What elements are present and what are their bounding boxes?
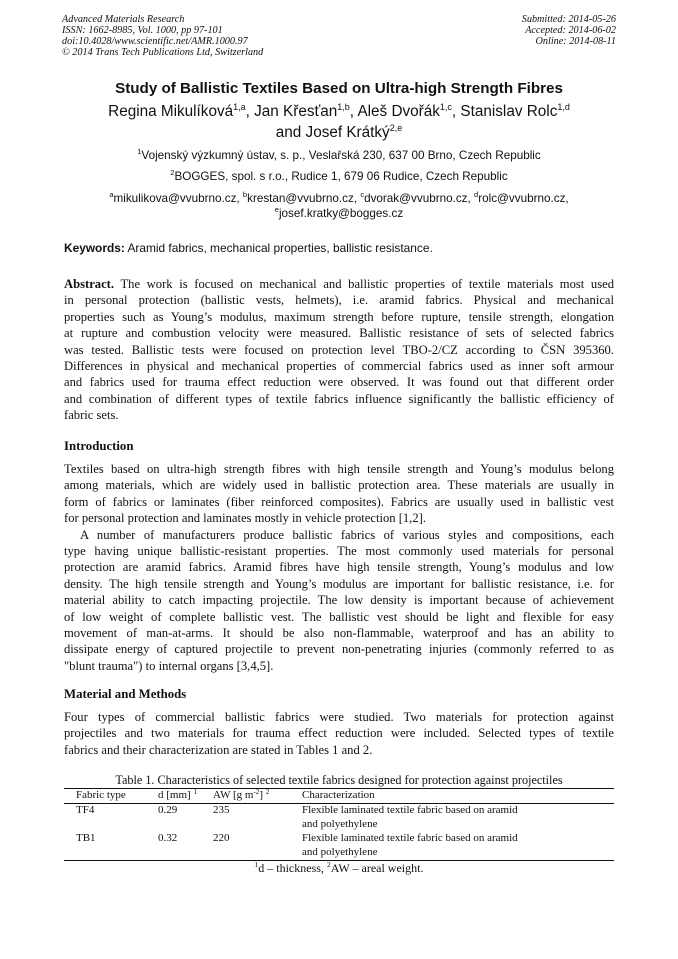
paragraph-line: "blunt trauma") to internal organs [3,4,5]. (64, 658, 274, 673)
header-sup: 1 (193, 788, 197, 796)
affiliation-2 (0, 170, 678, 183)
abstract-line (64, 276, 614, 292)
abstract-line: in personal protection (ballistic vests, helmets), i.e. aramid fabrics. Physical and mechanical (64, 293, 614, 308)
author-name: Stanislav Rolc (460, 103, 558, 120)
paragraph-line: among materials, which are widely used in ballistic protection area. These materials are usually in (64, 478, 614, 493)
table-header-type: Fabric type (76, 789, 126, 801)
author-separator: , (245, 103, 255, 120)
abstract-line: Differences in physical and mechanical properties of commercial fabrics used as inner soft armour (64, 358, 614, 373)
author-and: and (275, 124, 302, 141)
paragraph-line: Four types of commercial ballistic fabrics were studied. Two materials for protection against (64, 710, 614, 724)
cell-line: Flexible laminated textile fabric based on aramid (302, 804, 518, 816)
paragraph-line: density. The high tensile strength and Young’s modulus are important for ballistic resistance, i.e. for (64, 576, 614, 591)
copyright-line: © 2014 Trans Tech Publications Ltd, Switzerland (62, 47, 264, 58)
paragraph-line: form of fabrics or laminates (fiber reinforced composites). Fabrics are usually used in ballistic vest (64, 494, 614, 509)
affiliation-text: Vojenský výzkumný ústav, s. p., Veslařská 230, 637 00 Brno, Czech Republic (141, 149, 541, 162)
author-affil-sup: 1,a (233, 102, 246, 112)
abstract-line: and combination of different types of textile fabrics influence significantly the ballistic efficiency of (64, 391, 614, 406)
paragraph-line: dissipate energy of captured projectile to prevent non-penetrating injuries (commonly referred to as (64, 642, 614, 657)
paragraph-line: fabrics and their characterization are stated in Tables 1 and 2. (64, 742, 373, 757)
abstract-line: fabric sets. (64, 408, 119, 423)
author-affil-sup: 1,c (439, 102, 452, 112)
doi-line: doi:10.4028/www.scientific.net/AMR.1000.97 (62, 36, 248, 47)
email-link[interactable]: krestan@vvubrno.cz (247, 192, 354, 205)
paragraph-line: A number of manufacturers produce ballistic fabrics of various styles and compositions, each (80, 527, 614, 542)
submitted-date: Submitted: 2014-05-26 (521, 14, 616, 25)
intro-paragraph-2 (64, 527, 614, 675)
table-cell-characterization (302, 832, 518, 859)
table-cell-characterization (302, 804, 518, 831)
journal-name: Advanced Materials Research (62, 14, 185, 25)
paragraph-line: type having unique ballistic-resistant properties. The most commonly used materials for personal (64, 543, 614, 558)
table-cell-thickness: 0.32 (158, 832, 178, 844)
paragraph-line: protection are aramid fabrics. Aramid fibres have high tensile strength, Young’s modulus and low (64, 560, 614, 575)
email-list: $^a$mikulikova@vvubrno.cz, $^b$krestan@vvubrno.cz, $^c$dvorak@vvubrno.cz, $^d$rolc@vvubrno.cz, $^e$josef.kratky@bogges.cz (109, 190, 569, 220)
cell-line: and polyethylene (302, 845, 378, 858)
abstract-line-text: The work is focused on mechanical and ballistic properties of textile materials most used (120, 277, 615, 291)
table-cell-type: TB1 (76, 832, 96, 844)
email-sup: c (360, 190, 365, 199)
methods-paragraph (64, 709, 614, 758)
table-cell-areal-weight: 220 (213, 832, 230, 844)
abstract-label: Abstract. (64, 277, 115, 291)
author-affil-sup: 1,b (337, 102, 350, 112)
email-link[interactable]: mikulikova@vvubrno.cz (113, 192, 237, 205)
paragraph-line: material ability to catch impacting projectile. The low density is important because of achievement (64, 593, 614, 608)
cell-line: Flexible laminated textile fabric based on aramid (302, 832, 518, 844)
email-link[interactable]: dvorak@vvubrno.cz (364, 192, 468, 205)
email-sup: e (274, 205, 279, 214)
issn-line: ISSN: 1662-8985, Vol. 1000, pp 97-101 (62, 25, 223, 36)
affiliation-text: BOGGES, spol. s r.o., Rudice 1, 679 06 Rudice, Czech Republic (174, 170, 508, 183)
affiliation-sup: 1 (137, 147, 142, 156)
header-text: ] (259, 789, 263, 801)
paragraph-line: movement of man-at-arms. It should be also non-flammable, waterproof and has an ability to (64, 625, 614, 640)
table-footnote (0, 861, 678, 876)
journal-info (62, 14, 263, 58)
table-header-areal-weight (213, 789, 269, 803)
table-cell-areal-weight: 235 (213, 804, 230, 816)
email-sup: a (109, 190, 114, 199)
header-exponent: -2 (253, 788, 260, 796)
author-separator: , (349, 103, 358, 120)
author-separator: , (451, 103, 461, 120)
abstract (64, 276, 614, 424)
footnote-text: d – thickness, (258, 861, 327, 875)
author-affil-sup: 1,d (557, 102, 570, 112)
author-name: Jan Křesťan (254, 103, 338, 120)
abstract-line: and fabrics used for trauma effect reduction were observed. It was found out that different order (64, 375, 614, 390)
paragraph-line: of low weight of complete ballistic vest. The ballistic vest should be light and flexible for easy (64, 609, 614, 624)
keywords-text: Aramid fabrics, mechanical properties, ballistic resistance. (127, 241, 433, 255)
header-sup: 2 (265, 788, 270, 796)
abstract-line: was tested. Ballistic tests were focused on protection level TBO-2/CZ according to ČSN 395360. (64, 342, 614, 357)
introduction-heading: Introduction (64, 439, 134, 453)
header-text: AW [g m (213, 789, 254, 801)
affiliation-1 (0, 149, 678, 162)
author-name: Regina Mikulíková (108, 103, 234, 120)
abstract-line: properties such as Young’s modulus, maximum strength before rupture, tensile strength, elongation (64, 309, 614, 324)
table-header-characterization: Characterization (302, 789, 375, 801)
keywords (64, 241, 433, 255)
paragraph-line: Textiles based on ultra-high strength fibres with high tensile strength and Young’s modulus belong (64, 462, 614, 476)
email-link[interactable]: rolc@vvubrno.cz (478, 192, 566, 205)
author-name: Josef Krátký (305, 124, 390, 141)
methods-heading: Material and Methods (64, 687, 187, 701)
author-name: Aleš Dvořák (357, 103, 440, 120)
intro-paragraph-1 (64, 461, 614, 527)
affiliation-sup: 2 (170, 168, 175, 177)
header-text: d [mm] (158, 789, 191, 801)
keywords-label: Keywords: (64, 241, 125, 255)
footnote-sup: 1 (254, 860, 259, 869)
email-sup: b (242, 190, 248, 199)
accepted-date: Accepted: 2014-06-02 (525, 25, 616, 36)
table-header-thickness (158, 789, 197, 803)
table-caption: Table 1. Characteristics of selected textile fabrics designed for protection against projectiles (115, 773, 563, 787)
table-cell-thickness: 0.29 (158, 804, 178, 816)
cell-line: and polyethylene (302, 817, 378, 830)
footnote-text: AW – areal weight. (330, 861, 424, 875)
footnote-sup: 2 (326, 860, 331, 869)
email-link[interactable]: josef.kratky@bogges.cz (278, 207, 404, 220)
paragraph-line: for personal protection and laminates mostly in vehicle protection [1,2]. (64, 511, 426, 526)
author-affil-sup: 2,e (389, 123, 403, 133)
table-cell-type: TF4 (76, 804, 95, 816)
abstract-line: at rupture and combustion velocity were measured. Ballistic resistance of sets of selected fabrics (64, 326, 614, 341)
online-date: Online: 2014-08-11 (535, 36, 616, 47)
email-sup: d (474, 190, 479, 199)
dates-info (522, 14, 616, 47)
author-list (40, 101, 638, 143)
paper-title: Study of Ballistic Textiles Based on Ultra-high Strength Fibres (115, 80, 563, 97)
paragraph-line: projectiles and two materials for trauma effect reduction were included. Selected types of textile (64, 726, 614, 741)
